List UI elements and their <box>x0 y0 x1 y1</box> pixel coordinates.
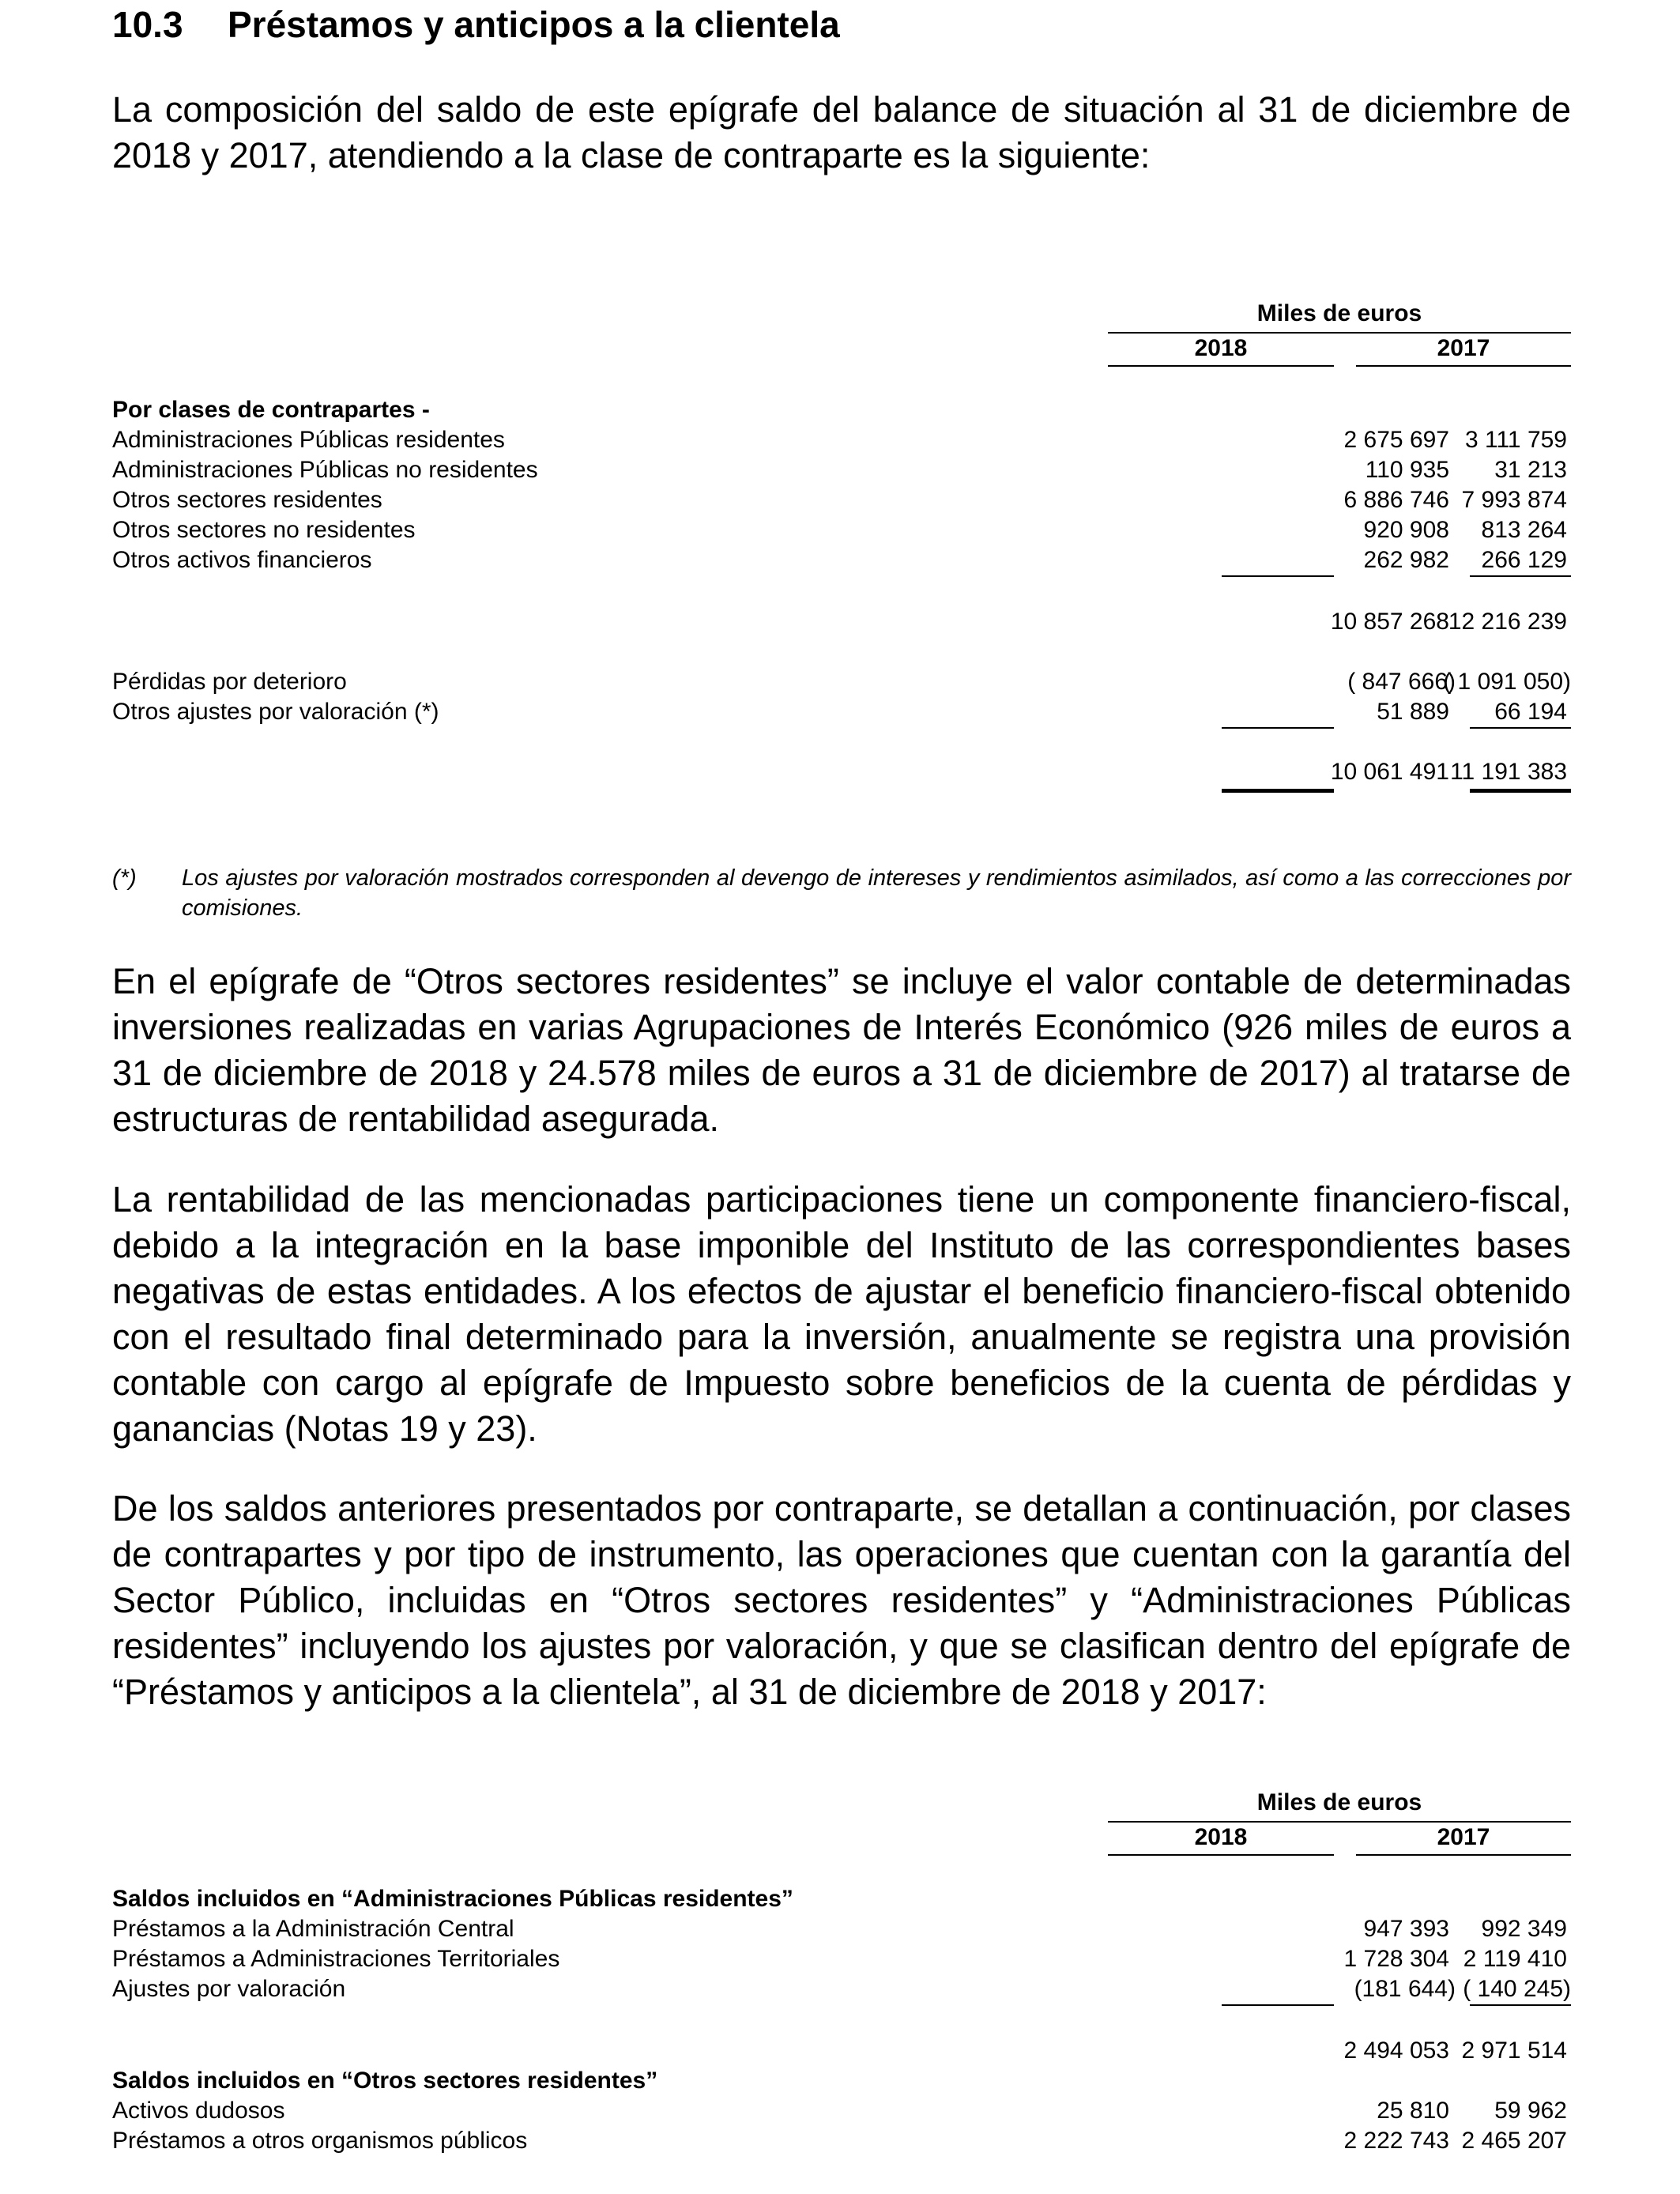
table-row <box>112 1914 1571 1944</box>
table-row <box>112 455 1571 485</box>
row-label: Préstamos a la Administración Central <box>112 1916 514 1942</box>
unit-header: Miles de euros <box>1256 1789 1422 1815</box>
unit-header: Miles de euros <box>1256 300 1422 326</box>
section-label-row <box>112 395 1571 425</box>
section-title: Préstamos y anticipos a la clientela <box>228 4 840 45</box>
intro-paragraph: La composición del saldo de este epígrafe del balance de situación al 31 de diciembre de 2018 y 2017, atendiendo a la clase de contraparte es la siguiente: <box>112 89 1571 175</box>
subtotal-2017: 12 216 239 <box>1448 609 1567 635</box>
body-paragraph: La rentabilidad de las mencionadas participaciones tiene un componente financiero-fiscal, debido a la integración en la base imponible del Instituto de las correspondientes bases negativas de estas entidades. A los efectos de ajustar el beneficio financiero-fiscal obtenido con el resultado final determinado para la inversión, anualmente se registra una provisión contable con cargo al epígrafe de Impuesto sobre beneficios de la cuenta de pérdidas y ganancias (Notas 19 y 23). <box>112 1179 1571 1449</box>
value-2018: 2 222 743 <box>1343 2128 1449 2154</box>
column-2017-header: 2017 <box>1437 335 1490 361</box>
subtotal-rule <box>1470 2004 1571 2006</box>
row-label: Ajustes por valoración <box>112 1976 346 2002</box>
value-2018: 110 935 <box>1365 457 1449 483</box>
row-label: Otros ajustes por valoración (*) <box>112 699 439 725</box>
row-label: Otros activos financieros <box>112 547 372 573</box>
table-row <box>112 1944 1571 1974</box>
header-rule <box>1108 332 1571 334</box>
value-2018: 51 889 <box>1377 699 1449 725</box>
subtotal-row <box>112 2036 1571 2066</box>
subtotal-rule <box>1222 727 1334 729</box>
table-row <box>112 515 1571 545</box>
subtotal-rule <box>1222 2004 1334 2006</box>
footnote-mark: (*) <box>112 865 137 891</box>
footnote-text: Los ajustes por valoración mostrados corresponden al devengo de intereses y rendimientos asimilados, así como a las correcciones por comisiones. <box>182 865 1571 921</box>
total-double-rule <box>1222 789 1334 793</box>
subtotal-rule <box>1470 575 1571 577</box>
subtotal-row <box>112 607 1571 637</box>
value-2018: ( 847 666) <box>1347 669 1456 695</box>
section-label: Saldos incluidos en “Otros sectores residentes” <box>112 2068 658 2094</box>
row-label: Activos dudosos <box>112 2098 285 2124</box>
value-2018: 1 728 304 <box>1343 1946 1449 1972</box>
value-2017: 66 194 <box>1494 699 1567 725</box>
column-2018-header: 2018 <box>1194 1824 1248 1850</box>
value-2018: 2 675 697 <box>1343 427 1449 453</box>
row-label: Préstamos a Administraciones Territoriales <box>112 1946 560 1972</box>
subtotal-rule <box>1222 575 1334 577</box>
column-2018-header: 2018 <box>1194 335 1248 361</box>
table-row <box>112 545 1571 575</box>
section-label-row <box>112 1884 1571 1914</box>
value-2017: 59 962 <box>1494 2098 1567 2124</box>
value-2017: 7 993 874 <box>1461 487 1567 513</box>
column-2017-header: 2017 <box>1437 1824 1490 1850</box>
total-2017: 11 191 383 <box>1450 759 1567 785</box>
table-row <box>112 425 1571 455</box>
subtotal-2018: 10 857 268 <box>1330 609 1449 635</box>
row-label: Otros sectores no residentes <box>112 517 416 543</box>
row-label: Administraciones Públicas residentes <box>112 427 505 453</box>
row-label: Otros sectores residentes <box>112 487 382 513</box>
table-row <box>112 667 1571 697</box>
row-label: Pérdidas por deterioro <box>112 669 347 695</box>
table-row <box>112 485 1571 515</box>
value-2017: 992 349 <box>1481 1916 1567 1942</box>
column-rule <box>1108 365 1334 367</box>
body-paragraph: En el epígrafe de “Otros sectores residentes” se incluye el valor contable de determinadas inversiones realizadas en varias Agrupaciones de Interés Económico (926 miles de euros a 31 de diciembre de 2018 y 24.578 miles de euros a 31 de diciembre de 2017) al tratarse de estructuras de rentabilidad asegurada. <box>112 961 1571 1139</box>
subtotal-2017: 2 971 514 <box>1461 2038 1567 2064</box>
row-label: Administraciones Públicas no residentes <box>112 457 538 483</box>
section-number: 10.3 <box>112 4 183 45</box>
total-double-rule <box>1470 789 1571 793</box>
value-2017: 31 213 <box>1494 457 1567 483</box>
value-2018: 947 393 <box>1363 1916 1449 1942</box>
table-row <box>112 1974 1571 2004</box>
value-2017: 813 264 <box>1481 517 1567 543</box>
subtotal-2018: 2 494 053 <box>1343 2038 1449 2064</box>
section-label: Por clases de contrapartes - <box>112 397 430 423</box>
header-rule <box>1108 1821 1571 1823</box>
value-2018: 25 810 <box>1377 2098 1449 2124</box>
section-heading <box>112 3 840 46</box>
value-2017: 3 111 759 <box>1464 427 1567 453</box>
body-paragraph: De los saldos anteriores presentados por contraparte, se detallan a continuación, por clases de contrapartes y por tipo de instrumento, las operaciones que cuentan con la garantía del Sector Público, incluidas en “Otros sectores residentes” y “Administraciones Públicas residentes” incluyendo los ajustes por valoración, y que se clasifican dentro del epígrafe de “Préstamos y anticipos a la clientela”, al 31 de diciembre de 2018 y 2017: <box>112 1488 1571 1712</box>
value-2017: 2 465 207 <box>1461 2128 1567 2154</box>
value-2018: (181 644) <box>1354 1976 1456 2002</box>
value-2017: ( 1 091 050) <box>1443 669 1571 695</box>
value-2017: 266 129 <box>1481 547 1567 573</box>
table-row <box>112 2096 1571 2126</box>
column-rule <box>1108 1854 1334 1856</box>
table-row <box>112 697 1571 727</box>
value-2017: ( 140 245) <box>1463 1976 1571 2002</box>
total-row <box>112 757 1571 787</box>
total-2018: 10 061 491 <box>1330 759 1449 785</box>
column-rule <box>1356 365 1571 367</box>
section-label-row <box>112 2066 1571 2096</box>
footnote <box>112 863 1571 926</box>
section-label: Saldos incluidos en “Administraciones Públicas residentes” <box>112 1886 793 1912</box>
row-label: Préstamos a otros organismos públicos <box>112 2128 528 2154</box>
value-2018: 6 886 746 <box>1343 487 1449 513</box>
column-rule <box>1356 1854 1571 1856</box>
subtotal-rule <box>1470 727 1571 729</box>
table-row <box>112 2126 1571 2156</box>
value-2017: 2 119 410 <box>1463 1946 1567 1972</box>
value-2018: 262 982 <box>1363 547 1449 573</box>
value-2018: 920 908 <box>1363 517 1449 543</box>
